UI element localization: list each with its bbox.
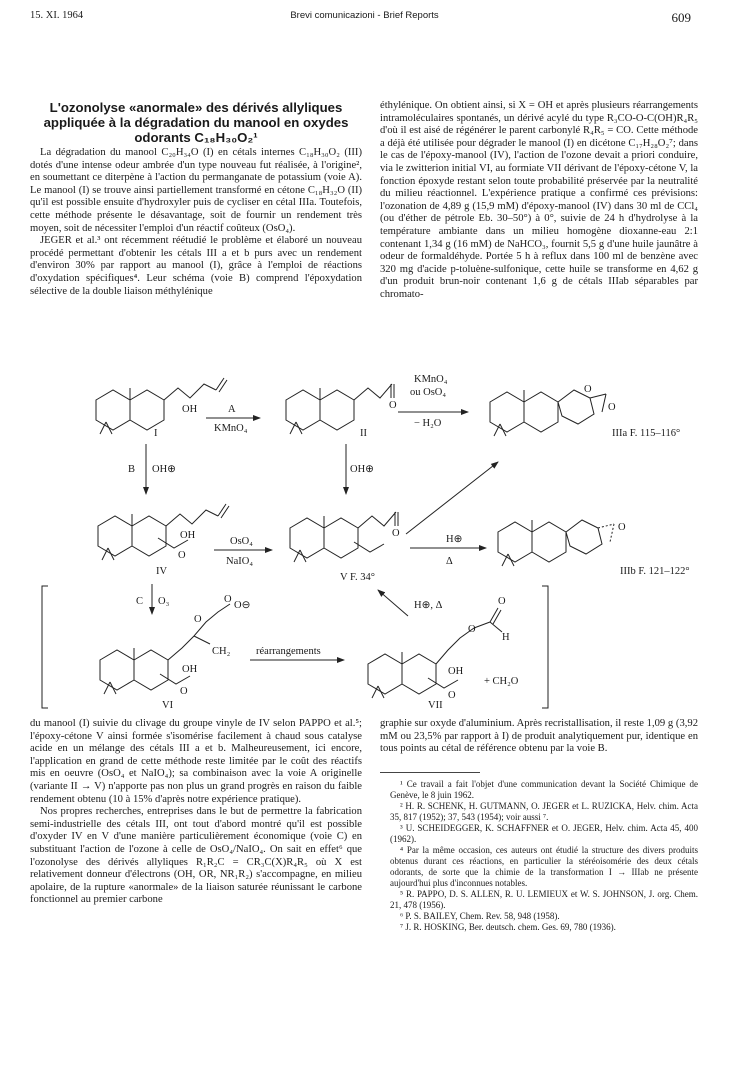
compound-VI-oxygen-1: O bbox=[194, 614, 202, 625]
paragraph: graphie sur oxyde d'aluminium. Après recristallisation, il reste 1,09 g (3,92 mM ou 23,5% par rapport à I) de produit analytiquement pur, identique en tous points au cétal de référence obtenu par la voie B. bbox=[380, 718, 698, 755]
column-bottom-right bbox=[380, 718, 698, 933]
compound-IV-structure bbox=[98, 504, 229, 560]
compound-VI-oh: OH bbox=[182, 664, 198, 675]
compound-VII-oh: OH bbox=[448, 666, 464, 677]
compound-VI-oxygen-2: O bbox=[224, 594, 232, 605]
arrow-B-label: B bbox=[128, 464, 136, 475]
compound-VI-epoxide-o: O bbox=[180, 686, 188, 697]
compound-VII-carbonyl-o: O bbox=[498, 596, 506, 607]
paragraph: éthylénique. On obtient ainsi, si X = OH et après plusieurs réarrangements intramoléculaires spontanés, un dérivé acylé du type R₃CO-O-C(OH)R₄R₅ d'où il est aisé de régénérer le parent carbonylé R₄R₅ = CO. Cette méthode a déjà été utilisée pour dégrader le manool (I) en dicétone C₁₇H₂₈O₂⁷; dans le cas de l'époxy-manool (IV), l'action de l'ozone devait a priori conduire, via le zwitterion initial VI, au formiate VII dérivant de l'époxy-cétone V, la fonction époxyde restant selon toute probabilité préservée par la neutralité du milieu réactionnel. L'expérience pratique a confirmé ces prévisions: l'ozonation de 4,89 g (15,9 mM) d'époxy-manool (IV) dans 30 ml de CCl₄ (ou d'éther de pétrole Eb. 30–50°) à 0°, suivie de 24 h d'hydrolyse à la température ambiante dans un milieu homogène dioxanne-eau 2:1 contenant 1,34 g (16 mM) de NaHCO₃, fournit 5,5 g d'une huile jaunâtre à odeur de formaldéhyde. Portée 5 h à reflux dans 100 ml de benzène avec 320 mg d'acide p-toluène-sulfonique, cette huile se transforme en 4,62 g d'un produit brun-noir contenant 1,6 g de cétals IIIab séparables par chromato- bbox=[380, 100, 698, 300]
header-section: Brevi comunicazioni - Brief Reports bbox=[290, 10, 439, 21]
bracket-left bbox=[42, 586, 48, 708]
compound-I-oh: OH bbox=[182, 404, 198, 415]
arrow-C-reagent: O₃ bbox=[158, 596, 170, 607]
paragraph: Nos propres recherches, entreprises dans le but de permettre la fabrication semi-industrielle des cétals III, ont tout d'abord montré qu'il est possible d'oxyder IV en V d'une manière particulièrement économique (voie C) en substituant l'action de l'ozone à celle de OsO₄/NaIO₄. On sait en effet⁶ que l'ozonolyse des dérivés allyliques R₁R₂C = CR₃C(X)R₄R₅ où X est relativement donneur d'électrons (OH, OR, NR₁R₂) s'accompagne, en milieu apolaire, de la rupture «anormale» de la liaison saturée réunissant le carbone fonctionnel au premier carbone bbox=[30, 806, 362, 906]
formaldehyde-byproduct: + CH₂O bbox=[484, 676, 519, 687]
footnote: ³ U. SCHEIDEGGER, K. SCHAFFNER et O. JEGER, Helv. chim. Acta 45, 400 (1962). bbox=[390, 822, 698, 844]
compound-II-label: II bbox=[360, 428, 367, 439]
compound-I-label: I bbox=[154, 428, 158, 439]
compound-IIIb-oxygen: O bbox=[618, 522, 626, 533]
compound-II-structure bbox=[286, 384, 394, 434]
arrow-VII-V bbox=[378, 590, 408, 616]
footnote-rule bbox=[380, 772, 480, 773]
paragraph: La dégradation du manool C₂₀H₃₄O (I) en cétals internes C₁₈H₃₀O₂ (III) dotés d'une intense odeur ambrée d'un type nouveau fut réalisée, à l'origine², en soumettant ce diterpène à l'action du permanganate de potassium (voie A). Le manool (I) se trouve ainsi partiellement transformé en cétone C₁₈H₃₂O (II) qu'il est possible ensuite d'hydroxyler puis de cycliser en cétal IIIa. Toutefois, cette méthode présente le désavantage, soit de fournir un rendement très moyen, soit de nécessiter l'emploi d'un réactif coûteux (OsO₄). bbox=[30, 147, 362, 234]
compound-VI-ch2: CH₂ bbox=[212, 646, 231, 657]
reaction-scheme bbox=[28, 368, 718, 713]
arrow-II-V-reagent: OH⊕ bbox=[350, 464, 374, 475]
compound-IIIa-label: IIIa F. 115–116° bbox=[612, 428, 681, 439]
compound-V-oxygen: O bbox=[392, 528, 400, 539]
compound-VI-label: VI bbox=[162, 700, 174, 711]
footnote: ⁴ Par la même occasion, ces auteurs ont étudié la structure des divers produits obtenus durant ces réactions, en particulier la stéréoisomérie des deux cétals odorants, de sorte que la chimie de la transformation I → IIIab ne présente aujourd'hui plus d'inconnues notables. bbox=[390, 844, 698, 888]
column-top-right bbox=[380, 100, 698, 302]
compound-VI-structure bbox=[100, 604, 230, 694]
arrow-V-acid: H⊕ bbox=[446, 534, 463, 545]
reagent-oso4: ou OsO₄ bbox=[410, 387, 447, 398]
footnote: ⁵ R. PAPPO, D. S. ALLEN, R. U. LEMIEUX et W. S. JOHNSON, J. org. Chem. 21, 478 (1956). bbox=[390, 888, 698, 910]
reaction-scheme-drawing bbox=[28, 368, 718, 713]
compound-V-structure bbox=[290, 512, 398, 562]
header-date: 15. XI. 1964 bbox=[30, 10, 84, 21]
compound-II-oxygen: O bbox=[389, 400, 397, 411]
paragraph: JEGER et al.³ ont récemment réétudié le problème et élaboré un nouveau procédé permettant d'obtenir les cétals III a et b purs avec un rendement d'environ 30% par rapport au manool (I), grâce à l'emploi de réactions d'oxydation spécifiques⁴. Leur schéma (voie B) comprend l'époxydation sélective de la double liaison méthylénique bbox=[30, 235, 362, 297]
compound-IV-epoxide-o: O bbox=[178, 550, 186, 561]
arrow-rearrangements-label: réarrangements bbox=[256, 646, 321, 657]
column-bottom-left bbox=[30, 718, 362, 907]
compound-IIIb-structure bbox=[498, 520, 614, 566]
column-top-left bbox=[30, 100, 362, 298]
page-number: 609 bbox=[671, 10, 691, 25]
compound-IIIa-structure bbox=[490, 390, 606, 436]
bracket-right bbox=[542, 586, 548, 708]
arrow-A-label: A bbox=[228, 404, 236, 415]
arrow-B-reagent: OH⊕ bbox=[152, 464, 176, 475]
compound-VII-label: VII bbox=[428, 700, 443, 711]
reagent-kmno4: KMnO₄ bbox=[414, 374, 448, 385]
footnote: ⁶ P. S. BAILEY, Chem. Rev. 58, 948 (1958). bbox=[400, 910, 560, 921]
compound-VI-oxide-anion: O⊖ bbox=[234, 600, 251, 611]
footnote: ¹ Ce travail a fait l'objet d'une communication devant la Société Chimique de Genève, le 8 juin 1962. bbox=[390, 778, 698, 800]
compound-IIIa-oxygen: O bbox=[584, 384, 592, 395]
compound-IV-label: IV bbox=[156, 566, 168, 577]
article-title: L'ozonolyse «anormale» des dérivés allyliques appliquée à la dégradation du manool en oxydes odorants C₁₈H₃₀O₂¹ bbox=[43, 100, 349, 145]
footnote: ⁷ J. R. HOSKING, Ber. deutsch. chem. Ges. 69, 780 (1936). bbox=[400, 921, 616, 932]
arrow-V-IIIa bbox=[406, 462, 498, 534]
compound-VII-h: H bbox=[502, 632, 510, 643]
arrow-A-reagent: KMnO₄ bbox=[214, 423, 248, 434]
arrow-V-heat: Δ bbox=[446, 556, 453, 567]
arrow-C-label: C bbox=[136, 596, 144, 607]
compound-IV-oh: OH bbox=[180, 530, 196, 541]
reagent-naio4-iv: NaIO₄ bbox=[226, 556, 253, 567]
reagent-minus-water: − H₂O bbox=[414, 418, 442, 429]
reagent-oso4-iv: OsO₄ bbox=[230, 536, 253, 547]
compound-IIIa-oxygen-2: O bbox=[608, 402, 616, 413]
compound-I-structure bbox=[96, 378, 227, 434]
compound-VII-oxygen: O bbox=[468, 624, 476, 635]
arrow-VII-V-reagent: H⊕, Δ bbox=[414, 600, 443, 611]
footnote: ² H. R. SCHENK, H. GUTMANN, O. JEGER et L. RUZICKA, Helv. chim. Acta 35, 817 (1952); 37, 543 (1954); voir aussi ⁷. bbox=[390, 800, 698, 822]
compound-IIIb-label: IIIb F. 121–122° bbox=[620, 566, 690, 577]
compound-VII-structure bbox=[368, 608, 502, 698]
compound-VII-epoxide-o: O bbox=[448, 690, 456, 701]
paragraph: du manool (I) suivie du clivage du groupe vinyle de IV selon PAPPO et al.⁵; l'époxy-cétone V ainsi formée s'isomérise facilement à chaud sous catalyse acide en un mélange des cétals III a et b. Malheureusement, ici encore, l'application en grand de cette méthode reste limitée par le coût des réactifs mis en oeuvre (OsO₄ et NaIO₄); sa combinaison avec la voie A originelle (variante II → V) n'apporte pas non plus un grand progrès en raison du faible rendement obtenu (10 à 15% d'après notre expérience pratique). bbox=[30, 718, 362, 805]
compound-V-label: V F. 34° bbox=[340, 572, 375, 583]
